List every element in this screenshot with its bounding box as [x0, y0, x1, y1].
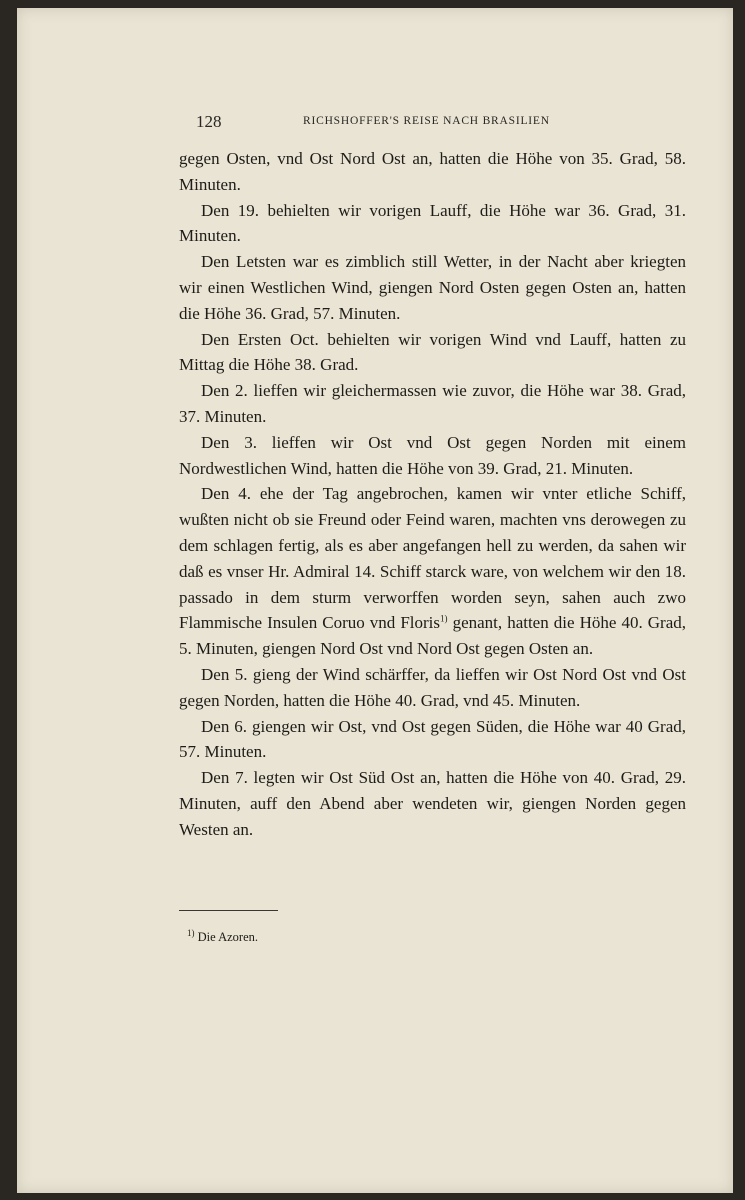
paragraph: Den Ersten Oct. behielten wir vorigen Wind vnd Lauff, hatten zu Mittag die Höhe 38. Grad. [179, 329, 686, 375]
footnote-text: Die Azoren. [194, 930, 259, 944]
page-header [196, 112, 700, 136]
footnote-divider [179, 910, 278, 911]
paragraph: Den 19. behielten wir vorigen Lauff, die Höhe war 36. Grad, 31. Minuten. [179, 200, 686, 246]
paragraph: Den 7. legten wir Ost Süd Ost an, hatten die Höhe von 40. Grad, 29. Minuten, auff den Abend aber wendeten wir, giengen Norden gegen Westen an. [179, 768, 686, 839]
paragraph: Den 3. lieffen wir Ost vnd Ost gegen Norden mit einem Nordwestlichen Wind, hatten die Höhe von 39. Grad, 21. Minuten. [179, 432, 686, 478]
paragraph: Den 5. gieng der Wind schärffer, da lieffen wir Ost Nord Ost vnd Ost gegen Norden, hatten die Höhe 40. Grad, vnd 45. Minuten. [179, 664, 686, 710]
body-text [179, 146, 686, 843]
paragraph: Den 6. giengen wir Ost, vnd Ost gegen Süden, die Höhe war 40 Grad, 57. Minuten. [179, 716, 686, 762]
footnote-reference[interactable]: 1) [440, 613, 448, 624]
running-head: RICHSHOFFER'S REISE NACH BRASILIEN [303, 115, 550, 127]
footnote [187, 927, 259, 945]
page-number: 128 [196, 112, 222, 131]
paragraph: gegen Osten, vnd Ost Nord Ost an, hatten die Höhe von 35. Grad, 58. Minuten. [179, 149, 686, 194]
paragraph-text: genant, hatten die Höhe 40. Grad, 5. Minuten, giengen Nord Ost vnd Nord Ost gegen Osten an. [179, 613, 686, 659]
paragraph: Den 2. lieffen wir gleichermassen wie zuvor, die Höhe war 38. Grad, 37. Minuten. [179, 381, 686, 426]
paragraph-text: Den 4. ehe der Tag angebrochen, kamen wir vnter etliche Schiff, wußten nicht ob sie Freund oder Feind waren, machten vns derowegen zu dem schlagen fertig, als es aber angefangen hell zu werden, da sahen wir daß es vnser Hr. Admiral 14. Schiff starck ware, von welchem wir den 18. passado in dem sturm verworffen worden seyn, sahen auch zwo Flammische Insulen Coruo vnd Floris [179, 484, 686, 633]
paragraph: Den Letsten war es zimblich still Wetter, in der Nacht aber kriegten wir einen Westlichen Wind, giengen Nord Osten gegen Osten an, hatten die Höhe 36. Grad, 57. Minuten. [179, 252, 686, 323]
footnote-mark: 1) [187, 927, 195, 938]
paragraph [179, 481, 686, 662]
